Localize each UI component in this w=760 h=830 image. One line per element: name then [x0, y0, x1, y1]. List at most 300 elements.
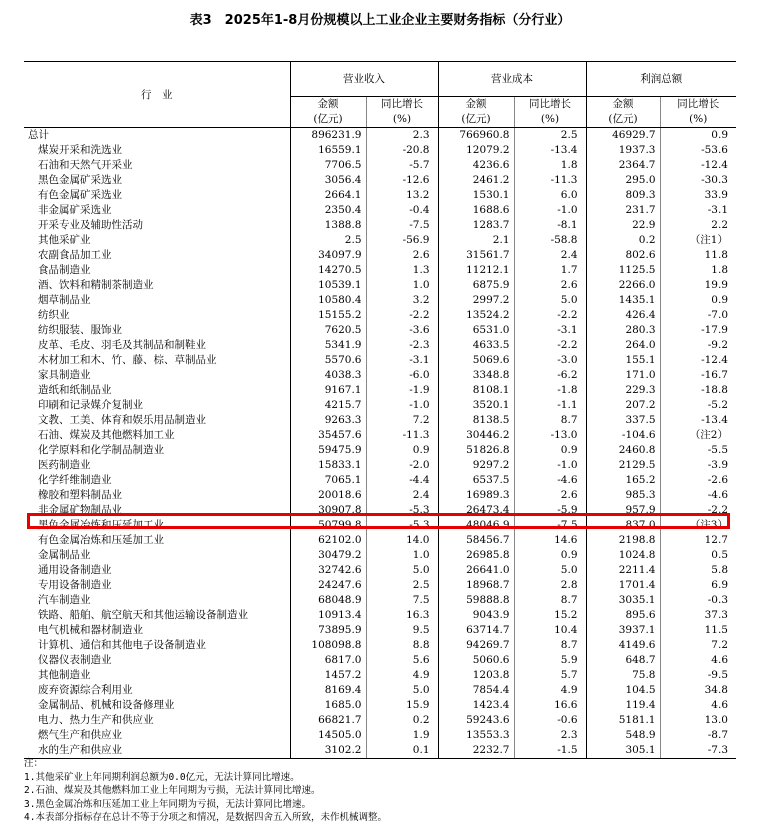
cost-amount-cell: 2997.2 [438, 293, 514, 308]
profit-growth-cell: （注1） [660, 233, 736, 248]
industry-name-cell: 食品制造业 [38, 264, 91, 276]
cost-growth-cell: 2.6 [514, 278, 586, 293]
cost-amount-cell: 13553.3 [438, 728, 514, 743]
table-row [24, 728, 736, 743]
revenue-amount-cell: 62102.0 [290, 533, 366, 548]
revenue-amount-cell: 15155.2 [290, 308, 366, 323]
profit-growth-cell: 37.3 [660, 608, 736, 623]
cost-amount-cell: 12079.2 [438, 143, 514, 158]
cost-growth-cell: 5.7 [514, 668, 586, 683]
cost-amount-cell: 58456.7 [438, 533, 514, 548]
table-row [24, 398, 736, 413]
cost-amount-cell: 6531.0 [438, 323, 514, 338]
cost-amount-cell: 11212.1 [438, 263, 514, 278]
revenue-growth-cell: 2.6 [366, 248, 438, 263]
industry-name-cell: 通用设备制造业 [38, 564, 112, 576]
revenue-growth-cell: -3.6 [366, 323, 438, 338]
profit-amount-cell: 3937.1 [586, 623, 660, 638]
cost-growth-cell: 16.6 [514, 698, 586, 713]
profit-growth-cell: 0.9 [660, 128, 736, 144]
cost-amount-cell: 18968.7 [438, 578, 514, 593]
cost-growth-cell: 14.6 [514, 533, 586, 548]
cost-growth-cell: 10.4 [514, 623, 586, 638]
profit-amount-cell: 171.0 [586, 368, 660, 383]
profit-growth-cell: 0.9 [660, 293, 736, 308]
cost-amount-cell: 26473.4 [438, 503, 514, 518]
profit-amount-cell: 1937.3 [586, 143, 660, 158]
industry-name-cell: 专用设备制造业 [38, 579, 112, 591]
cost-amount-cell: 766960.8 [438, 128, 514, 144]
cost-growth-cell: 8.7 [514, 593, 586, 608]
industry-name-cell: 黑色金属矿采选业 [38, 174, 122, 186]
cost-growth-cell: -3.0 [514, 353, 586, 368]
profit-growth-cell: -3.9 [660, 458, 736, 473]
table-row [24, 668, 736, 683]
revenue-amount-cell: 10539.1 [290, 278, 366, 293]
industry-name-cell: 金属制品业 [38, 549, 91, 561]
profit-growth-cell: 11.8 [660, 248, 736, 263]
table-row [24, 548, 736, 563]
table-row [24, 353, 736, 368]
industry-name-cell: 印刷和记录媒介复制业 [38, 399, 143, 411]
revenue-growth-cell: -0.4 [366, 203, 438, 218]
industry-name-cell: 造纸和纸制品业 [38, 384, 112, 396]
table-row [24, 638, 736, 653]
cost-amount-cell: 2.1 [438, 233, 514, 248]
cost-amount-cell: 94269.7 [438, 638, 514, 653]
revenue-amount-cell: 4038.3 [290, 368, 366, 383]
table-row [24, 443, 736, 458]
revenue-growth-cell: 5.6 [366, 653, 438, 668]
revenue-growth-cell: 9.5 [366, 623, 438, 638]
revenue-amount-cell: 14505.0 [290, 728, 366, 743]
table-row [24, 713, 736, 728]
revenue-growth-cell: 13.2 [366, 188, 438, 203]
profit-amount-cell: 648.7 [586, 653, 660, 668]
profit-growth-cell: 33.9 [660, 188, 736, 203]
profit-amount-cell: 207.2 [586, 398, 660, 413]
profit-amount-cell: 104.5 [586, 683, 660, 698]
industry-name-cell: 化学纤维制造业 [38, 474, 112, 486]
revenue-amount-header: 金额 [290, 97, 366, 113]
cost-growth-cell: 2.3 [514, 728, 586, 743]
table-row [24, 203, 736, 218]
profit-amount-cell: 1125.5 [586, 263, 660, 278]
revenue-amount-cell: 59475.9 [290, 443, 366, 458]
profit-amount-cell: 809.3 [586, 188, 660, 203]
revenue-amount-cell: 15833.1 [290, 458, 366, 473]
industry-name-cell: 化学原料和化学制品制造业 [38, 444, 164, 456]
revenue-growth-cell: 14.0 [366, 533, 438, 548]
financial-indicators-table [24, 61, 736, 759]
profit-growth-cell: -2.6 [660, 473, 736, 488]
profit-growth-cell: -5.5 [660, 443, 736, 458]
cost-amount-cell: 51826.8 [438, 443, 514, 458]
cost-growth-cell: 1.7 [514, 263, 586, 278]
cost-amount-cell: 9043.9 [438, 608, 514, 623]
table-row [24, 233, 736, 248]
industry-name-cell: 电力、热力生产和供应业 [38, 714, 154, 726]
revenue-amount-cell: 68048.9 [290, 593, 366, 608]
cost-growth-cell: 4.9 [514, 683, 586, 698]
revenue-amount-cell: 2664.1 [290, 188, 366, 203]
profit-amount-cell: 1701.4 [586, 578, 660, 593]
revenue-growth-cell: 0.2 [366, 713, 438, 728]
table-row [24, 578, 736, 593]
profit-growth-cell: -7.0 [660, 308, 736, 323]
highlight-box [27, 513, 730, 529]
table-row [24, 458, 736, 473]
profit-growth-cell: （注2） [660, 428, 736, 443]
cost-amount-cell: 6875.9 [438, 278, 514, 293]
revenue-growth-cell: 7.2 [366, 413, 438, 428]
profit-amount-cell: 3035.1 [586, 593, 660, 608]
table-row [24, 263, 736, 278]
cost-growth-cell: 5.0 [514, 563, 586, 578]
profit-growth-cell: -9.5 [660, 668, 736, 683]
revenue-amount-cell: 5341.9 [290, 338, 366, 353]
revenue-amount-cell: 8169.4 [290, 683, 366, 698]
profit-growth-cell: -13.4 [660, 413, 736, 428]
profit-amount-cell: 957.9 [586, 503, 660, 518]
industry-name-cell: 金属制品、机械和设备修理业 [38, 699, 175, 711]
revenue-growth-cell: -1.9 [366, 383, 438, 398]
table-row [24, 593, 736, 608]
cost-amount-cell: 9297.2 [438, 458, 514, 473]
profit-growth-cell: -12.4 [660, 158, 736, 173]
cost-growth-cell: -1.0 [514, 203, 586, 218]
profit-growth-cell: -7.3 [660, 743, 736, 759]
profit-amount-cell: 426.4 [586, 308, 660, 323]
table-row [24, 473, 736, 488]
revenue-amount-cell: 9263.3 [290, 413, 366, 428]
cost-growth-cell: -6.2 [514, 368, 586, 383]
cost-amount-cell: 1530.1 [438, 188, 514, 203]
profit-growth-cell: （注3） [660, 518, 736, 533]
cost-growth-cell: 6.0 [514, 188, 586, 203]
profit-growth-cell: 2.2 [660, 218, 736, 233]
cost-amount-cell: 6537.5 [438, 473, 514, 488]
cost-growth-cell: -1.5 [514, 743, 586, 759]
table-title: 表3 2025年1-8月份规模以上工业企业主要财务指标（分行业） [189, 13, 571, 28]
note-1: 1.其他采矿业上年同期利润总额为0.0亿元，无法计算同比增速。 [24, 771, 300, 783]
cost-growth-cell: -3.1 [514, 323, 586, 338]
cost-growth-cell: 8.7 [514, 638, 586, 653]
revenue-growth-cell: -2.0 [366, 458, 438, 473]
industry-name-cell: 酒、饮料和精制茶制造业 [38, 279, 154, 291]
revenue-amount-cell: 24247.6 [290, 578, 366, 593]
table-row [24, 338, 736, 353]
revenue-amount-cell: 1388.8 [290, 218, 366, 233]
revenue-amount-cell: 1457.2 [290, 668, 366, 683]
cost-amount-cell: 3348.8 [438, 368, 514, 383]
profit-growth-unit: (%) [660, 112, 736, 128]
profit-amount-cell: 2198.8 [586, 533, 660, 548]
table-row [24, 143, 736, 158]
profit-amount-cell: 75.8 [586, 668, 660, 683]
table-row [24, 188, 736, 203]
cost-growth-cell: -13.0 [514, 428, 586, 443]
cost-growth-cell: 2.8 [514, 578, 586, 593]
cost-growth-cell: -2.2 [514, 338, 586, 353]
revenue-growth-cell: -56.9 [366, 233, 438, 248]
revenue-amount-cell: 5570.6 [290, 353, 366, 368]
industry-name-cell: 计算机、通信和其他电子设备制造业 [38, 639, 206, 651]
profit-amount-cell: -104.6 [586, 428, 660, 443]
revenue-amount-cell: 34097.9 [290, 248, 366, 263]
table-row [24, 173, 736, 188]
cost-amount-cell: 59888.8 [438, 593, 514, 608]
industry-name-cell: 家具制造业 [38, 369, 91, 381]
table-row [24, 428, 736, 443]
note-4: 4.本表部分指标存在总计不等于分项之和情况，是数据四舍五入所致，未作机械调整。 [24, 812, 387, 823]
revenue-growth-cell: 3.2 [366, 293, 438, 308]
cost-amount-cell: 5060.6 [438, 653, 514, 668]
cost-amount-cell: 31561.7 [438, 248, 514, 263]
cost-amount-cell: 30446.2 [438, 428, 514, 443]
table-row [24, 683, 736, 698]
profit-amount-cell: 548.9 [586, 728, 660, 743]
revenue-growth-cell: -4.4 [366, 473, 438, 488]
revenue-growth-cell: 7.5 [366, 593, 438, 608]
profit-amount-cell: 5181.1 [586, 713, 660, 728]
table-row [24, 563, 736, 578]
cost-amount-cell: 5069.6 [438, 353, 514, 368]
revenue-growth-cell: 1.3 [366, 263, 438, 278]
profit-growth-cell: -16.7 [660, 368, 736, 383]
profit-amount-cell: 2460.8 [586, 443, 660, 458]
profit-growth-cell: -2.2 [660, 503, 736, 518]
table-row [24, 308, 736, 323]
revenue-growth-cell: 1.0 [366, 278, 438, 293]
industry-name-cell: 煤炭开采和洗选业 [38, 144, 122, 156]
cost-growth-cell: 15.2 [514, 608, 586, 623]
profit-growth-cell: -9.2 [660, 338, 736, 353]
industry-name-cell: 汽车制造业 [38, 594, 91, 606]
profit-growth-cell: -8.7 [660, 728, 736, 743]
profit-amount-cell: 295.0 [586, 173, 660, 188]
revenue-amount-cell: 2350.4 [290, 203, 366, 218]
table-row [24, 533, 736, 548]
table-row [24, 653, 736, 668]
cost-growth-cell: -13.4 [514, 143, 586, 158]
cost-amount-cell: 26641.0 [438, 563, 514, 578]
industry-name-cell: 烟草制品业 [38, 294, 91, 306]
profit-amount-header: 金额 [586, 97, 660, 113]
cost-amount-unit: (亿元) [438, 112, 514, 128]
profit-growth-cell: 4.6 [660, 698, 736, 713]
cost-amount-cell: 1283.7 [438, 218, 514, 233]
profit-amount-cell: 119.4 [586, 698, 660, 713]
revenue-amount-cell: 50799.8 [290, 518, 366, 533]
revenue-amount-cell: 3102.2 [290, 743, 366, 759]
profit-growth-header: 同比增长 [660, 97, 736, 113]
revenue-growth-cell: 2.4 [366, 488, 438, 503]
profit-growth-cell: 5.8 [660, 563, 736, 578]
revenue-amount-cell: 14270.5 [290, 263, 366, 278]
profit-growth-cell: 7.2 [660, 638, 736, 653]
profit-amount-cell: 337.5 [586, 413, 660, 428]
revenue-growth-cell: 8.8 [366, 638, 438, 653]
table-row [24, 218, 736, 233]
revenue-growth-cell: -11.3 [366, 428, 438, 443]
industry-name-cell: 纺织业 [38, 309, 70, 321]
cost-growth-cell: -2.2 [514, 308, 586, 323]
revenue-amount-cell: 66821.7 [290, 713, 366, 728]
industry-name-cell: 废弃资源综合利用业 [38, 684, 133, 696]
cost-amount-cell: 4236.6 [438, 158, 514, 173]
profit-amount-cell: 229.3 [586, 383, 660, 398]
revenue-amount-cell: 32742.6 [290, 563, 366, 578]
profit-growth-cell: -53.6 [660, 143, 736, 158]
profit-growth-cell: -12.4 [660, 353, 736, 368]
profit-amount-cell: 837.0 [586, 518, 660, 533]
revenue-amount-cell: 30479.2 [290, 548, 366, 563]
industry-name-cell: 开采专业及辅助性活动 [38, 219, 143, 231]
cost-amount-cell: 59243.6 [438, 713, 514, 728]
cost-growth-cell: -1.1 [514, 398, 586, 413]
revenue-amount-unit: (亿元) [290, 112, 366, 128]
industry-name-cell: 总计 [28, 129, 49, 141]
notes-heading: 注： [24, 758, 44, 769]
revenue-growth-cell: -2.2 [366, 308, 438, 323]
revenue-amount-cell: 30907.8 [290, 503, 366, 518]
cost-amount-cell: 48046.9 [438, 518, 514, 533]
industry-name-cell: 仪器仪表制造业 [38, 654, 112, 666]
revenue-growth-cell: -6.0 [366, 368, 438, 383]
industry-name-cell: 电气机械和器材制造业 [38, 624, 143, 636]
profit-amount-unit: (亿元) [586, 112, 660, 128]
industry-name-cell: 其他制造业 [38, 669, 91, 681]
industry-name-cell: 文教、工美、体育和娱乐用品制造业 [38, 414, 206, 426]
revenue-growth-cell: 1.9 [366, 728, 438, 743]
revenue-amount-cell: 10580.4 [290, 293, 366, 308]
cost-growth-cell: -1.0 [514, 458, 586, 473]
profit-amount-cell: 165.2 [586, 473, 660, 488]
revenue-amount-cell: 20018.6 [290, 488, 366, 503]
profit-amount-cell: 280.3 [586, 323, 660, 338]
cost-growth-cell: 8.7 [514, 413, 586, 428]
cost-growth-cell: 5.9 [514, 653, 586, 668]
revenue-growth-cell: 2.5 [366, 578, 438, 593]
revenue-growth-cell: 1.0 [366, 548, 438, 563]
cost-growth-cell: -7.5 [514, 518, 586, 533]
profit-amount-cell: 0.2 [586, 233, 660, 248]
profit-growth-cell: 1.8 [660, 263, 736, 278]
cost-amount-cell: 63714.7 [438, 623, 514, 638]
cost-header: 营业成本 [438, 62, 586, 97]
profit-amount-cell: 155.1 [586, 353, 660, 368]
notes [24, 757, 736, 825]
revenue-growth-cell: 0.1 [366, 743, 438, 759]
industry-name-cell: 石油、煤炭及其他燃料加工业 [38, 429, 175, 441]
industry-header: 行 业 [24, 62, 290, 128]
revenue-growth-cell: 5.0 [366, 563, 438, 578]
cost-growth-cell: 1.8 [514, 158, 586, 173]
cost-amount-cell: 1203.8 [438, 668, 514, 683]
cost-growth-cell: -0.6 [514, 713, 586, 728]
profit-amount-cell: 2364.7 [586, 158, 660, 173]
industry-name-cell: 非金属矿采选业 [38, 204, 112, 216]
revenue-growth-cell: -12.6 [366, 173, 438, 188]
revenue-growth-cell: 4.9 [366, 668, 438, 683]
profit-growth-cell: -0.3 [660, 593, 736, 608]
cost-growth-cell: 0.9 [514, 548, 586, 563]
profit-amount-cell: 305.1 [586, 743, 660, 759]
revenue-growth-unit: (%) [366, 112, 438, 128]
profit-amount-cell: 2129.5 [586, 458, 660, 473]
revenue-amount-cell: 73895.9 [290, 623, 366, 638]
cost-growth-cell: -58.8 [514, 233, 586, 248]
cost-amount-header: 金额 [438, 97, 514, 113]
cost-amount-cell: 8108.1 [438, 383, 514, 398]
revenue-amount-cell: 2.5 [290, 233, 366, 248]
cost-growth-cell: 2.4 [514, 248, 586, 263]
table-body [24, 128, 736, 759]
revenue-growth-cell: -5.3 [366, 518, 438, 533]
profit-amount-cell: 802.6 [586, 248, 660, 263]
industry-name-cell: 非金属矿物制品业 [38, 504, 122, 516]
revenue-growth-cell: 16.3 [366, 608, 438, 623]
industry-name-cell: 有色金属冶炼和压延加工业 [38, 534, 164, 546]
profit-amount-cell: 1435.1 [586, 293, 660, 308]
industry-name-cell: 石油和天然气开采业 [38, 159, 133, 171]
industry-name-cell: 农副食品加工业 [38, 249, 112, 261]
cost-amount-cell: 7854.4 [438, 683, 514, 698]
profit-amount-cell: 264.0 [586, 338, 660, 353]
revenue-amount-cell: 3056.4 [290, 173, 366, 188]
profit-amount-cell: 1024.8 [586, 548, 660, 563]
profit-amount-cell: 985.3 [586, 488, 660, 503]
revenue-amount-cell: 9167.1 [290, 383, 366, 398]
revenue-growth-cell: 0.9 [366, 443, 438, 458]
cost-amount-cell: 26985.8 [438, 548, 514, 563]
revenue-growth-cell: -20.8 [366, 143, 438, 158]
cost-growth-cell: -5.9 [514, 503, 586, 518]
table-row [24, 488, 736, 503]
industry-name-cell: 水的生产和供应业 [24, 743, 290, 759]
profit-header: 利润总额 [586, 62, 736, 97]
cost-amount-cell: 2461.2 [438, 173, 514, 188]
profit-growth-cell: 11.5 [660, 623, 736, 638]
industry-name-cell: 黑色金属冶炼和压延加工业 [38, 519, 164, 531]
revenue-growth-cell: -1.0 [366, 398, 438, 413]
industry-name-cell: 有色金属矿采选业 [38, 189, 122, 201]
revenue-amount-cell: 7706.5 [290, 158, 366, 173]
cost-growth-unit: (%) [514, 112, 586, 128]
profit-growth-cell: 12.7 [660, 533, 736, 548]
revenue-amount-cell: 35457.6 [290, 428, 366, 443]
cost-amount-cell: 2232.7 [438, 743, 514, 759]
cost-amount-cell: 1423.4 [438, 698, 514, 713]
cost-amount-cell: 16989.3 [438, 488, 514, 503]
table-row [24, 323, 736, 338]
profit-amount-cell: 22.9 [586, 218, 660, 233]
note-3: 3.黑色金属冶炼和压延加工业上年同期为亏损，无法计算同比增速。 [24, 798, 311, 810]
cost-amount-cell: 3520.1 [438, 398, 514, 413]
profit-amount-cell: 2266.0 [586, 278, 660, 293]
profit-growth-cell: 34.8 [660, 683, 736, 698]
table-row [24, 608, 736, 623]
revenue-growth-cell: -5.3 [366, 503, 438, 518]
profit-growth-cell: -5.2 [660, 398, 736, 413]
cost-growth-cell: 2.6 [514, 488, 586, 503]
revenue-amount-cell: 16559.1 [290, 143, 366, 158]
cost-amount-cell: 1688.6 [438, 203, 514, 218]
profit-growth-cell: -3.1 [660, 203, 736, 218]
cost-growth-cell: 5.0 [514, 293, 586, 308]
cost-growth-cell: -11.3 [514, 173, 586, 188]
